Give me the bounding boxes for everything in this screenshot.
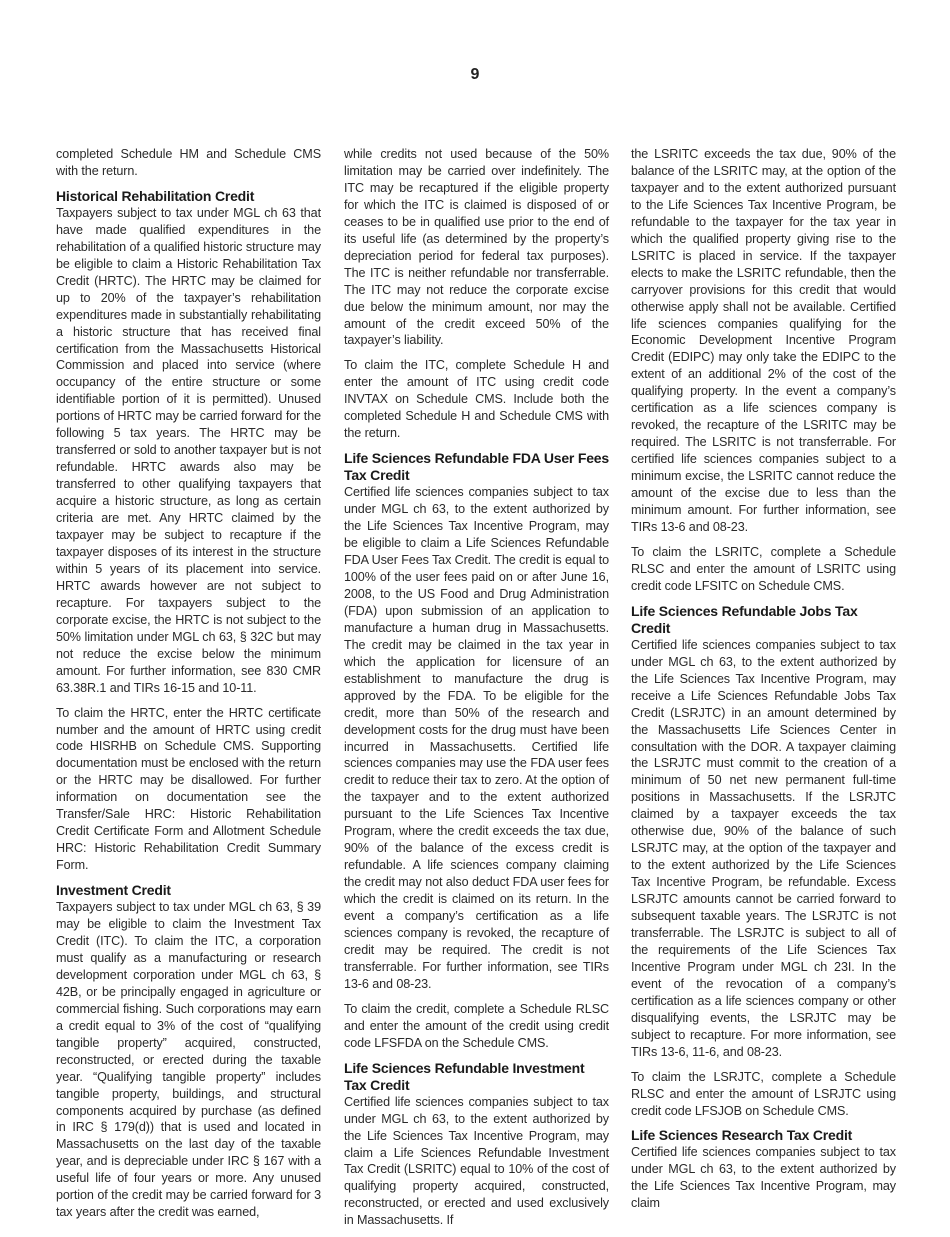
paragraph: Certified life sciences companies subject to tax under MGL ch 63, to the extent authorized by the Life Sciences Tax Incentive Program, may claim a Life Sciences Refundable Investment Tax Credit (LSRITC) equal to 10% of the cost of qualifying property acquired, constructed, reconstructed, or erected and used exclusively in Massachusetts. If (344, 1094, 609, 1228)
paragraph: completed Schedule HM and Schedule CMS with the return. (56, 147, 321, 178)
paragraph: To claim the ITC, complete Schedule H and enter the amount of ITC using credit code INVTAX on Schedule CMS. Include both the completed Schedule H and Schedule CMS with the return. (344, 358, 609, 441)
paragraph: To claim the credit, complete a Schedule RLSC and enter the amount of the credit using credit code LFSFDA on the Schedule CMS. (344, 1001, 609, 1050)
section-heading-investment: Investment Credit (56, 882, 171, 899)
column-1 (56, 146, 321, 1229)
section-heading-jobs: Life Sciences Refundable Jobs Tax Credit (631, 602, 858, 636)
section-heading-research: Life Sciences Research Tax Credit (631, 1127, 853, 1144)
paragraph: while credits not used because of the 50% limitation may be carried over indefinitely. The ITC may be recaptured if the eligible property for which the ITC is claimed is disposed of or ceases to be in qualified use prior to the end of its useful life (as determined by the property’s depreciation period for federal tax purposes). The ITC is neither refundable nor transferrable. The ITC may not reduce the corporate excise due below the minimum amount, nor may the amount of the credit exceed 50% of the taxpayer’s liability. (344, 147, 609, 348)
section-heading-fda: Life Sciences Refundable FDA User Fees Tax Credit (344, 450, 609, 484)
paragraph: Certified life sciences companies subject to tax under MGL ch 63, to the extent authorized by the Life Sciences Tax Incentive Program, may claim (631, 1145, 896, 1211)
paragraph: To claim the LSRJTC, complete a Schedule RLSC and enter the amount of LSRJTC using credit code LFSJOB on Schedule CMS. (631, 1069, 896, 1118)
column-3 (631, 146, 896, 1220)
section-heading-historic: Historical Rehabilitation Credit (56, 187, 255, 204)
page-number: 9 (470, 66, 480, 83)
text-columns (56, 146, 896, 1228)
paragraph: the LSRITC exceeds the tax due, 90% of the balance of the LSRITC may, at the option of the taxpayer and to the extent authorized pursuant to the Life Sciences Tax Incentive Program, be refundable to the taxpayer for the tax year in which the qualified property giving rise to the LSRITC is placed in service. If the taxpayer elects to make the LSRITC refundable, then the carryover provisions for this credit that would otherwise apply shall not be available. Certified life sciences companies qualifying for the Economic Development Incentive Program Credit (EDIPC) may only take the EDIPC to the extent of an additional 2% of the cost of the qualifying property. In the event a company’s certification as a life sciences company is revoked, the recapture of the LSRITC may be required. The LSRITC is not transferrable. For certified life sciences companies subject to a minimum excise, the LSRITC cannot reduce the amount of the excise due to less than the minimum amount. For further information, see TIRs 13-6 and 08-23. (631, 147, 896, 534)
paragraph: To claim the LSRITC, complete a Schedule RLSC and enter the amount of LSRITC using credit code LFSITC on Schedule CMS. (631, 544, 896, 593)
paragraph: To claim the HRTC, enter the HRTC certificate number and the amount of HRTC using credit code HISRHB on Schedule CMS. Supporting documentation must be enclosed with the return or the HRTC may be disallowed. For further information on documentation see the Transfer/Sale HRC: Historic Rehabilitation Credit Certificate Form and Allotment Schedule HRC: Historic Rehabilitation Credit Summary Form. (56, 705, 321, 873)
paragraph: Taxpayers subject to tax under MGL ch 63, § 39 may be eligible to claim the Investment Tax Credit (ITC). To claim the ITC, a corporation must qualify as a manufacturing or research development corporation under MGL ch 63, § 42B, or be principally engaged in agriculture or commercial fishing. Such corporations may earn a credit equal to 3% of the cost of “qualifying tangible property” acquired, constructed, reconstructed, or erected during the taxable year. “Qualifying tangible property” includes tangible property, buildings, and structural components acquired by purchase (as defined in IRC § 179(d)) that is used and located in Massachusetts on the last day of the taxable year, and is depreciable under IRC § 167 with a useful life of four years or more. Any unused portion of the credit may be carried forward for 3 tax years after the credit was earned, (56, 900, 321, 1220)
column-2 (344, 146, 609, 1237)
section-heading-investment-ls: Life Sciences Refundable Investment Tax Credit (344, 1059, 585, 1093)
paragraph: Taxpayers subject to tax under MGL ch 63 that have made qualified expenditures in the rehabilitation of a qualified historic structure may be eligible to claim a Historic Rehabilitation Tax Credit (HRTC). The HRTC may be claimed for up to 20% of the taxpayer’s rehabilitation expenditures made in substantially rehabilitating a historic structure that has received final certification from the Massachusetts Historical Commission and placed into service (where occupancy of the entire structure or some identifiable portion of it is permitted). Unused portions of HRTC may be carried forward for the following 5 tax years. The HRTC may be transferred or sold to another taxpayer but is not refundable. HRTC awards also may be transferred to other qualifying taxpayers that acquire a historic structure, as long as certain criteria are met. Any HRTC claimed by the taxpayer may be subject to recapture if the taxpayer disposes of its interest in the structure within 5 years of its placement into service. HRTC awards however are not subject to recapture. For taxpayers subject to the corporate excise, the HRTC is not subject to the 50% limitation under MGL ch 63, § 32C but may not reduce the excise below the minimum amount. For further information, see 830 CMR 63.38R.1 and TIRs 16-15 and 10-11. (56, 205, 321, 695)
paragraph: Certified life sciences companies subject to tax under MGL ch 63, to the extent authorized by the Life Sciences Tax Incentive Program, may be eligible to claim a Life Sciences Refundable FDA User Fees Tax Credit. The credit is equal to 100% of the user fees paid on or after June 16, 2008, to the US Food and Drug Administration (FDA) upon submission of an application to manufacture a human drug in Massachusetts. The credit may be claimed in the tax year in which the application for licensure of an establishment to manufacture the drug is approved by the FDA. To be eligible for the credit, more than 50% of the research and development costs for the drug must have been incurred in Massachusetts. Certified life sciences companies may use the FDA user fees credit to reduce their tax to zero. At the option of the taxpayer and to the extent authorized pursuant to the Life Sciences Tax Incentive Program, where the credit exceeds the tax due, 90% of the balance of the excess credit is refundable. A life sciences company claiming the credit may not also deduct FDA user fees for which the credit is claimed on its return. In the event a company’s certification as a life sciences company is revoked, the recapture of credit may be required. The credit is not transferrable. For further information, see TIRs 13-6 and 08-23. (344, 485, 609, 991)
paragraph: Certified life sciences companies subject to tax under MGL ch 63, to the extent authorized by the Life Sciences Tax Incentive Program, may receive a Life Sciences Refundable Jobs Tax Credit (LSRJTC) in an amount determined by the Massachusetts Life Sciences Center in consultation with the DOR. A taxpayer claiming the LSRJTC must commit to the creation of a minimum of 50 net new permanent full-time positions in Massachusetts. If the LSRJTC claimed by a taxpayer exceeds the tax otherwise due, 90% of the balance of such LSRJTC may, at the option of the taxpayer and to the extent authorized by the Life Sciences Tax Incentive Program, be refundable. Excess LSRJTC amounts cannot be carried forward to subsequent taxable years. The LSRJTC is not transferrable. The LSRJTC is subject to all of the requirements of the Life Sciences Tax Incentive Program under MGL ch 23I. In the event of the revocation of a company’s certification as a life sciences company or other disqualifying events, the LSRJTC may be subject to recapture. For more information, see TIRs 13-6, 11-6, and 08-23. (631, 637, 896, 1059)
